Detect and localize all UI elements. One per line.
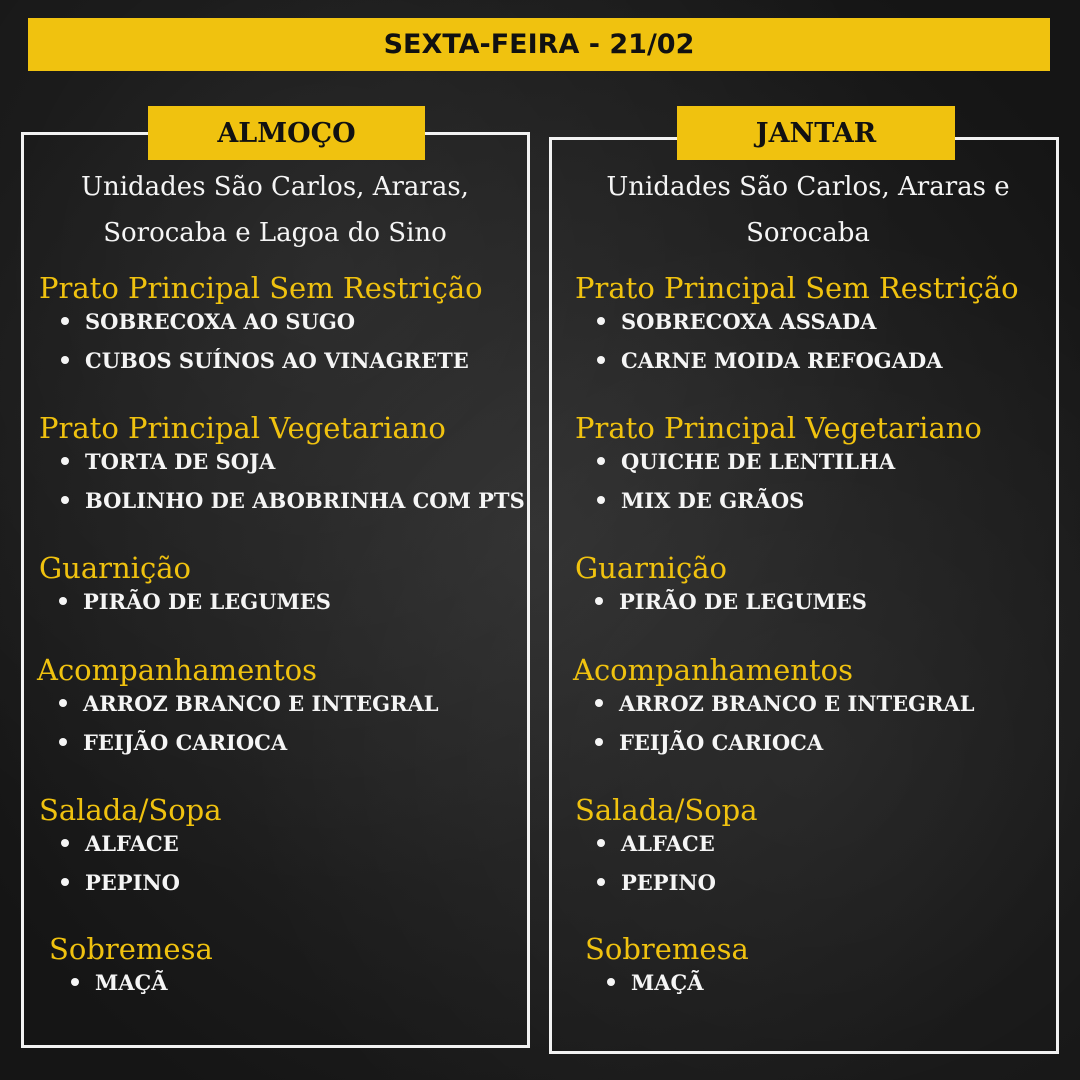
section-title: Sobremesa [49, 932, 213, 966]
menu-item: MIX DE GRÃOS [595, 481, 982, 520]
menu-item: FEIJÃO CARIOCA [593, 723, 975, 762]
date-header: SEXTA-FEIRA - 21/02 [28, 18, 1050, 71]
menu-item: MAÇÃ [605, 963, 749, 1002]
section-title: Prato Principal Vegetariano [575, 411, 982, 445]
dinner-section-side [575, 551, 867, 621]
section-title: Sobremesa [585, 932, 749, 966]
menu-item: SOBRECOXA AO SUGO [59, 302, 483, 341]
menu-item: ARROZ BRANCO E INTEGRAL [593, 684, 975, 723]
lunch-section-vegetarian [39, 411, 525, 520]
section-title: Salada/Sopa [39, 793, 222, 827]
dinner-section-dessert [585, 932, 749, 1002]
section-title: Acompanhamentos [37, 653, 317, 687]
menu-item: BOLINHO DE ABOBRINHA COM PTS [59, 481, 525, 520]
dinner-units [558, 164, 1058, 256]
section-title: Guarnição [575, 551, 727, 585]
dinner-units-line2: Sorocaba [746, 218, 870, 248]
section-title: Guarnição [39, 551, 191, 585]
lunch-section-salad [39, 793, 222, 902]
menu-item: QUICHE DE LENTILHA [595, 442, 982, 481]
dinner-section-main [575, 271, 1019, 380]
section-title: Prato Principal Vegetariano [39, 411, 446, 445]
lunch-units [30, 164, 520, 256]
dinner-units-line1: Unidades São Carlos, Araras e [606, 172, 1010, 202]
menu-item: PEPINO [59, 863, 222, 902]
menu-item: SOBRECOXA ASSADA [595, 302, 1019, 341]
dinner-section-salad [575, 793, 758, 902]
dinner-section-vegetarian [575, 411, 982, 520]
menu-item: PIRÃO DE LEGUMES [593, 582, 867, 621]
section-title: Salada/Sopa [575, 793, 758, 827]
menu-item: FEIJÃO CARIOCA [57, 723, 439, 762]
lunch-section-accompaniments [37, 653, 439, 762]
menu-item: CUBOS SUÍNOS AO VINAGRETE [59, 341, 483, 380]
menu-item: TORTA DE SOJA [59, 442, 525, 481]
lunch-units-line2: Sorocaba e Lagoa do Sino [103, 218, 447, 248]
dinner-section-accompaniments [573, 653, 975, 762]
lunch-section-side [39, 551, 331, 621]
dinner-label: JANTAR [677, 106, 955, 160]
menu-item: ALFACE [59, 824, 222, 863]
menu-item: MAÇÃ [69, 963, 213, 1002]
lunch-section-dessert [49, 932, 213, 1002]
section-title: Prato Principal Sem Restrição [575, 271, 1019, 305]
menu-item: ALFACE [595, 824, 758, 863]
lunch-label: ALMOÇO [148, 106, 425, 160]
lunch-section-main [39, 271, 483, 380]
menu-item: CARNE MOIDA REFOGADA [595, 341, 1019, 380]
lunch-units-line1: Unidades São Carlos, Araras, [81, 172, 469, 202]
menu-item: ARROZ BRANCO E INTEGRAL [57, 684, 439, 723]
menu-item: PIRÃO DE LEGUMES [57, 582, 331, 621]
section-title: Prato Principal Sem Restrição [39, 271, 483, 305]
menu-item: PEPINO [595, 863, 758, 902]
section-title: Acompanhamentos [573, 653, 853, 687]
